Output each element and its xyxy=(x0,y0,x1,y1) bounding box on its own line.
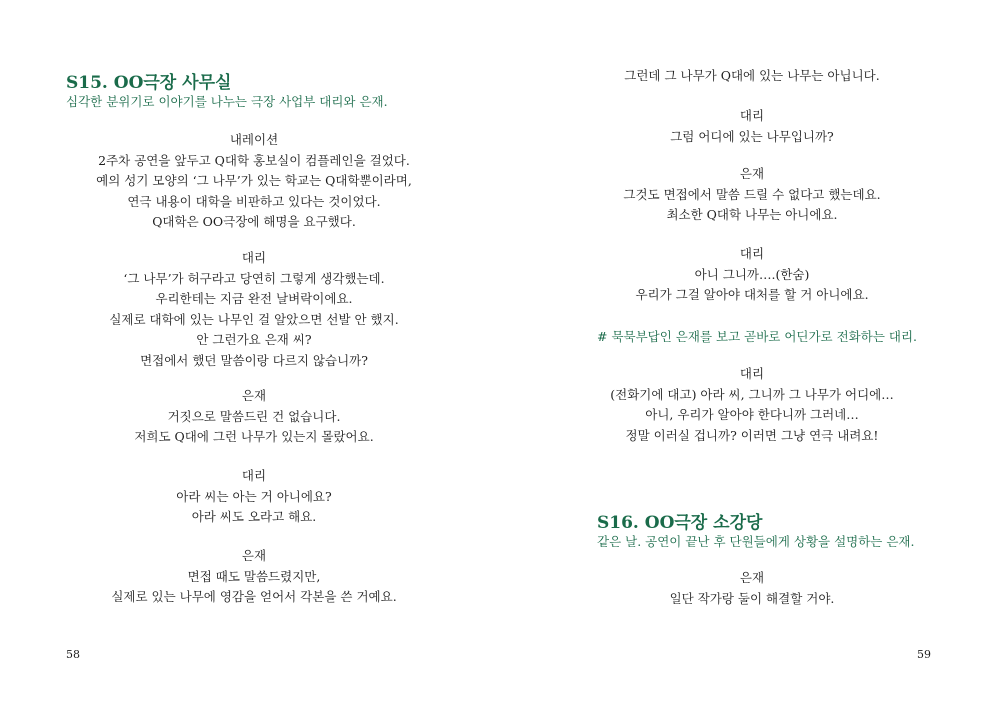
dialogue-line: 2주차 공연을 앞두고 Q대학 홍보실이 컴플레인을 걸었다. xyxy=(98,152,410,168)
speaker-name: 대리 xyxy=(739,108,765,123)
speaker-name: 은재 xyxy=(241,388,267,403)
dialogue-line: 연극 내용이 대학을 비판하고 있다는 것이었다. xyxy=(127,193,381,209)
dialogue-line: 실제로 대학에 있는 나무인 걸 알았으면 선발 안 했지. xyxy=(109,311,399,327)
right-page xyxy=(500,0,1000,710)
scene-description: 같은 날. 공연이 끝난 후 단원들에게 상황을 설명하는 은재. xyxy=(597,534,915,549)
dialogue-line: 거짓으로 말씀드린 건 없습니다. xyxy=(167,408,341,424)
scene-title: S15. OO극장 사무실 xyxy=(66,73,232,93)
dialogue-block xyxy=(60,248,448,371)
dialogue-line: 그럼 어디에 있는 나무입니까? xyxy=(670,128,834,144)
dialogue-line: 그런데 그 나무가 Q대에 있는 나무는 아닙니다. xyxy=(624,68,880,83)
dialogue-line: 면접에서 했던 말씀이랑 다르지 않습니까? xyxy=(140,352,368,368)
dialogue-line: 최소한 Q대학 나무는 아니에요. xyxy=(666,207,838,222)
speaker-name: 은재 xyxy=(241,548,267,563)
dialogue-line: 면접 때도 말씀드렸지만, xyxy=(187,568,321,584)
dialogue-continuation xyxy=(558,66,946,87)
scene-description: 심각한 분위기로 이야기를 나누는 극장 사업부 대리와 은재. xyxy=(66,94,388,109)
dialogue-line: 아니 그니까….(한숨) xyxy=(694,266,810,282)
speaker-name: 대리 xyxy=(241,468,267,483)
dialogue-block xyxy=(60,386,448,448)
page-number: 59 xyxy=(917,648,931,661)
dialogue-block xyxy=(60,130,448,233)
dialogue-block xyxy=(558,568,946,609)
dialogue-line: Q대학은 OO극장에 해명을 요구했다. xyxy=(152,214,356,229)
dialogue-line: 우리한테는 지금 완전 날벼락이에요. xyxy=(155,291,353,306)
speaker-name: 은재 xyxy=(739,570,765,585)
dialogue-block xyxy=(60,546,448,608)
dialogue-block xyxy=(558,364,946,446)
dialogue-block xyxy=(558,164,946,226)
dialogue-line: 실제로 있는 나무에 영감을 얻어서 각본을 쓴 거예요. xyxy=(111,589,397,604)
dialogue-line: 정말 이러실 겁니까? 이러면 그냥 연극 내려요! xyxy=(625,427,879,443)
dialogue-line: 저희도 Q대에 그런 나무가 있는지 몰랐어요. xyxy=(134,429,374,444)
speaker-name: 대리 xyxy=(241,250,267,265)
dialogue-line: (전화기에 대고) 아라 씨, 그니까 그 나무가 어디에… xyxy=(610,386,894,402)
speaker-name: 은재 xyxy=(739,166,765,181)
scene-title: S16. OO극장 소강당 xyxy=(597,513,763,533)
stage-direction: # 묵묵부답인 은재를 보고 곧바로 어딘가로 전화하는 대리. xyxy=(597,329,917,344)
dialogue-line: 우리가 그걸 알아야 대처를 할 거 아니에요. xyxy=(635,287,869,302)
speaker-name: 내레이션 xyxy=(229,132,279,147)
dialogue-block xyxy=(60,466,448,528)
dialogue-line: 그것도 면접에서 말씀 드릴 수 없다고 했는데요. xyxy=(623,186,881,202)
speaker-name: 대리 xyxy=(739,366,765,381)
dialogue-block xyxy=(558,244,946,306)
dialogue-line: 아라 씨는 아는 거 아니에요? xyxy=(176,488,332,504)
dialogue-line: 아라 씨도 오라고 해요. xyxy=(191,509,317,524)
dialogue-line: 안 그런가요 은재 씨? xyxy=(196,332,312,347)
dialogue-line: 일단 작가랑 둘이 해결할 거야. xyxy=(669,590,835,606)
dialogue-line: ‘그 나무’가 허구라고 당연히 그렇게 생각했는데. xyxy=(123,270,385,286)
speaker-name: 대리 xyxy=(739,246,765,261)
dialogue-line: 아니, 우리가 알아야 한다니까 그러네… xyxy=(645,407,859,422)
dialogue-block xyxy=(558,106,946,147)
dialogue-line: 예의 성기 모양의 ‘그 나무’가 있는 학교는 Q대학뿐이라며, xyxy=(96,173,412,188)
page-number: 58 xyxy=(66,648,80,661)
